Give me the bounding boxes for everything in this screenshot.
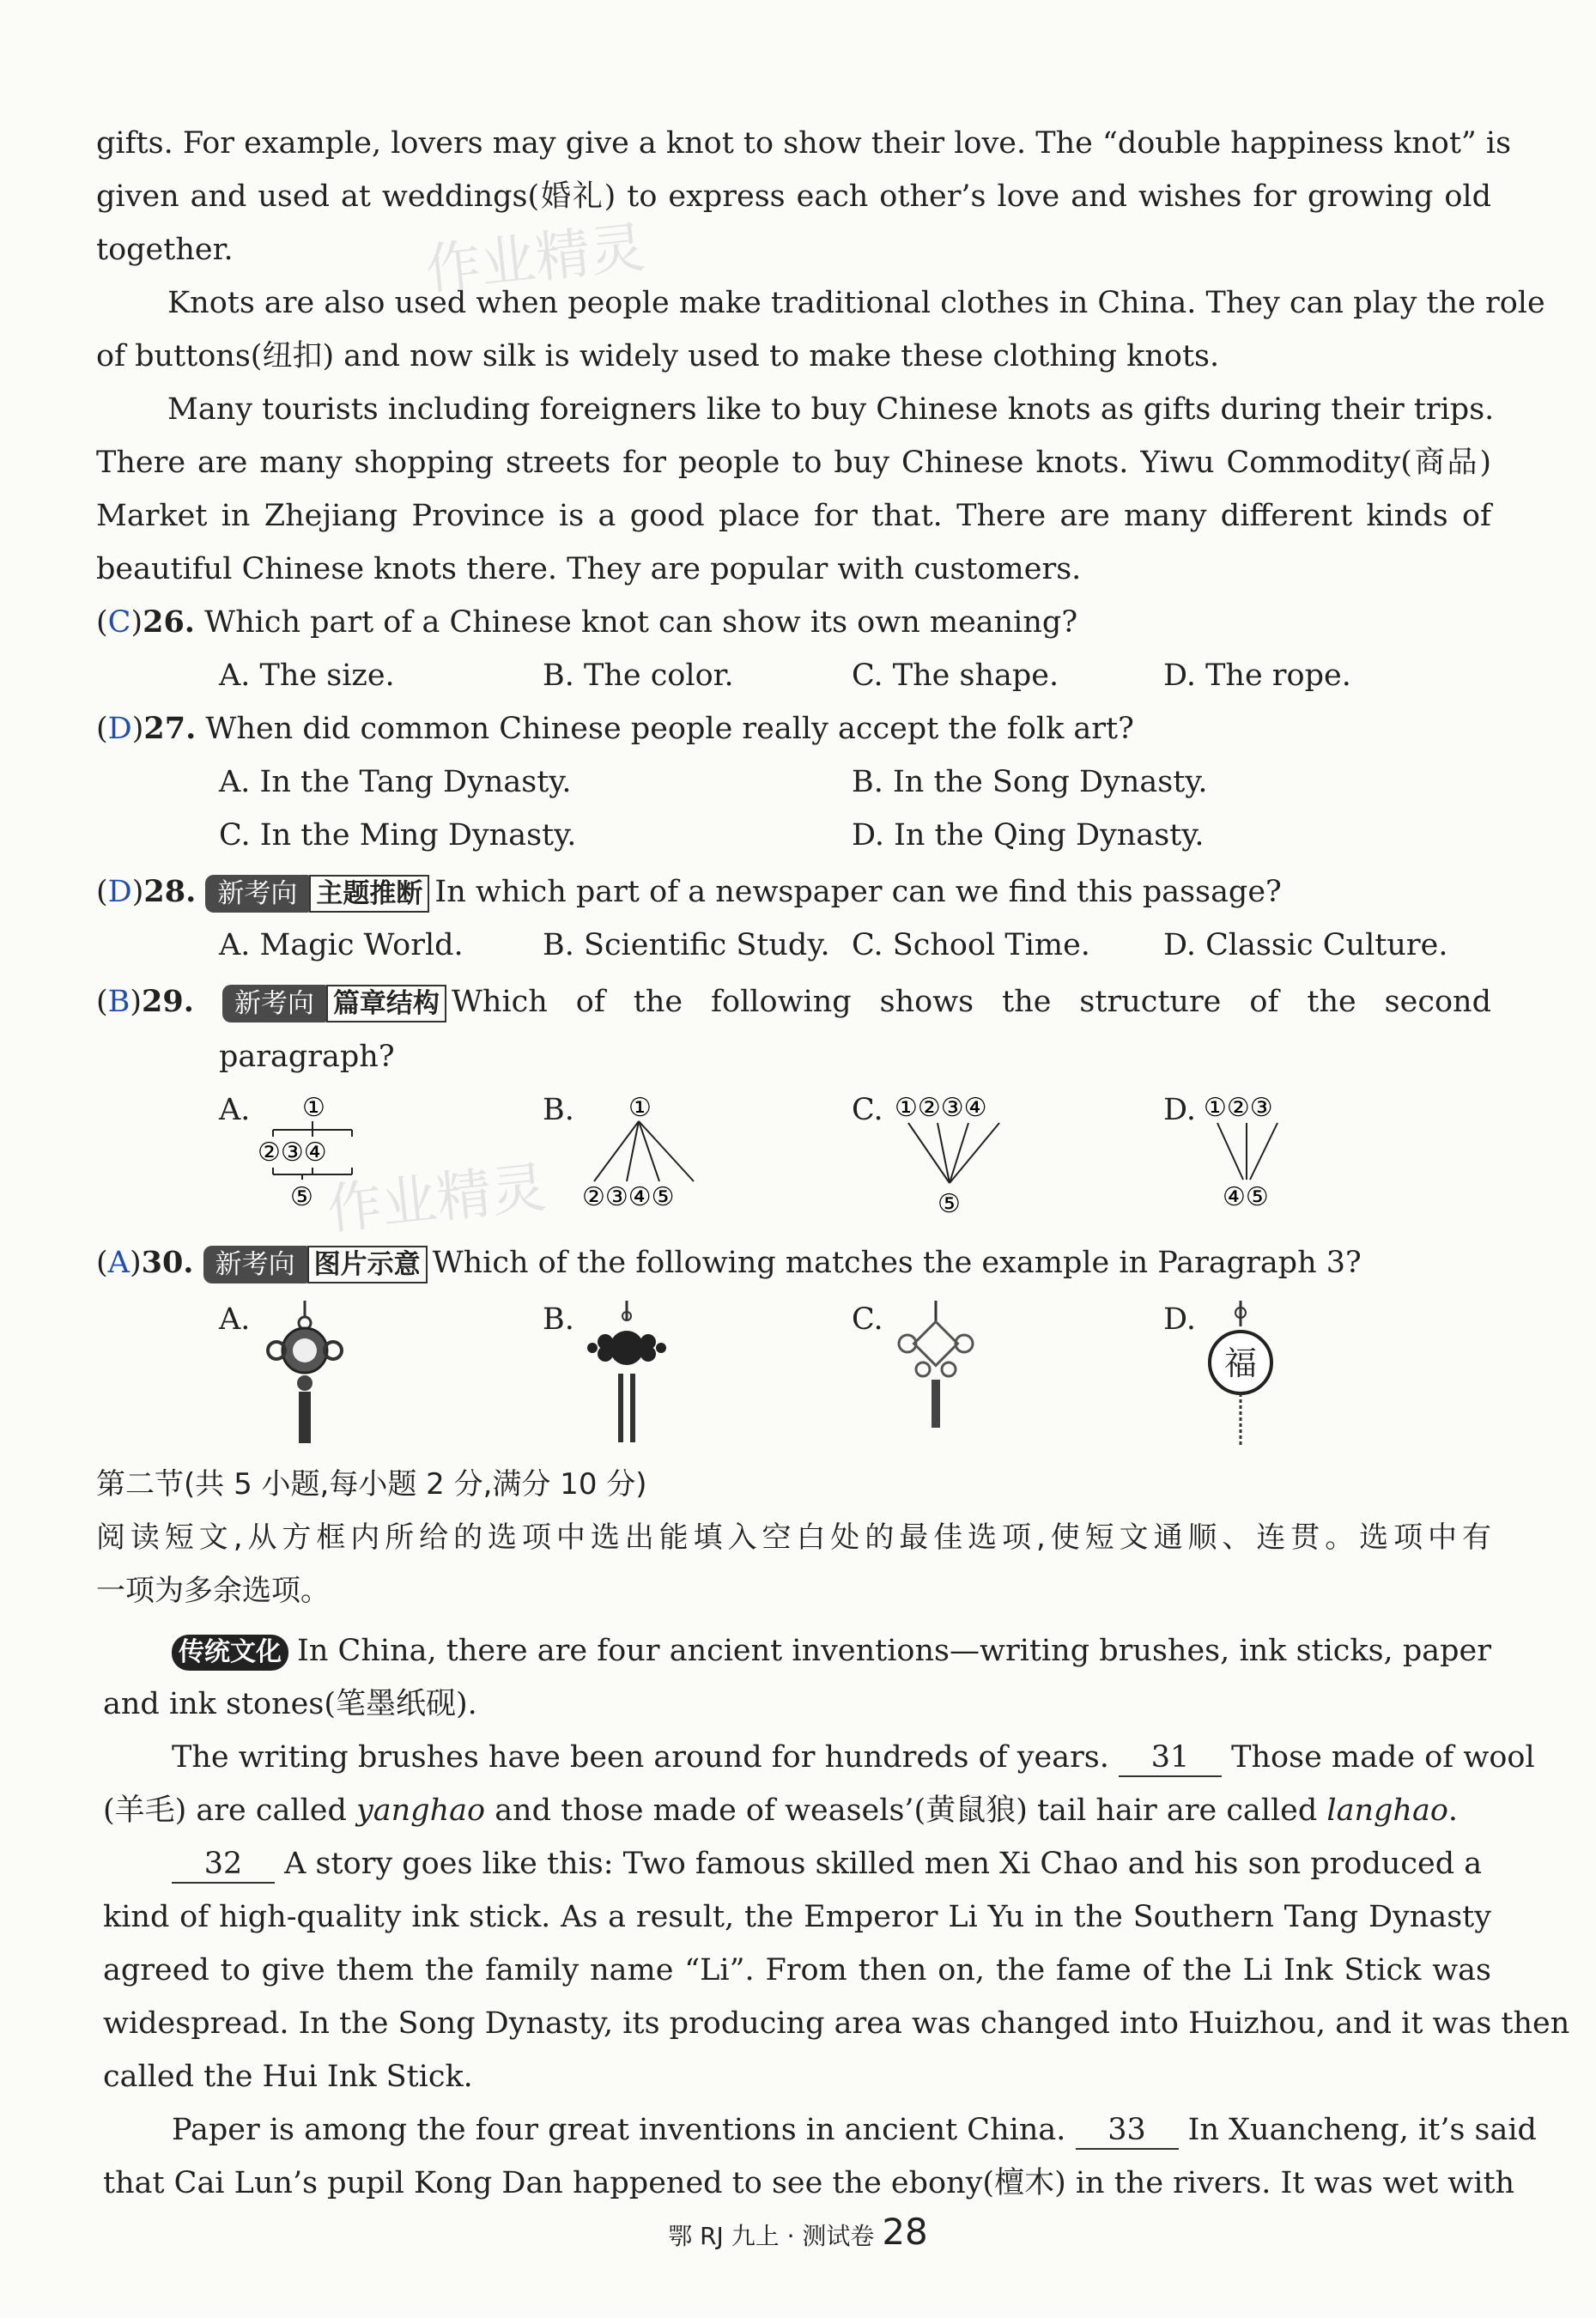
passage-line: agreed to give them the family name “Li”. From then on, the fame of the Li Ink Stick was: [103, 1953, 1491, 1987]
knot-picture-a: [258, 1301, 352, 1451]
passage-text: (羊毛) are called: [103, 1793, 356, 1828]
passage-text: In Xuancheng, it’s said: [1187, 2113, 1537, 2147]
question-number: 27.: [143, 711, 197, 746]
question-text-cont: paragraph?: [219, 1040, 395, 1074]
passage-text: In China, there are four ancient inventions—writing brushes, ink sticks, paper: [297, 1634, 1491, 1668]
passage-text: and those made of weasels’(黄鼠狼) tail hair are called: [485, 1793, 1327, 1828]
option-b: B. The color.: [543, 658, 734, 693]
passage-text: Paper is among the four great inventions in ancient China.: [172, 2113, 1066, 2147]
structure-diagram-c: [884, 1090, 1056, 1228]
passage-line: gifts. For example, lovers may give a knot to show their love. The “double happiness knot” is: [96, 126, 1512, 161]
question-26: (C)26. Which part of a Chinese knot can show its own meaning?: [96, 604, 1078, 640]
passage-line: beautiful Chinese knots there. They are popular with customers.: [96, 552, 1082, 586]
passage-text: .: [1447, 1793, 1459, 1828]
answer-28: D: [107, 875, 132, 909]
passage-line: [103, 1784, 1498, 1837]
knot-picture-c: [889, 1301, 983, 1451]
question-text: In which part of a newspaper can we find this passage?: [434, 875, 1282, 909]
structure-diagram-d: [1193, 1090, 1339, 1219]
option-b: B. In the Song Dynasty.: [852, 765, 1208, 799]
passage-line: [172, 1837, 1491, 1890]
question-30: (A)30. 新考向 图片示意 Which of the following matches the example in Paragraph 3?: [96, 1236, 1491, 1289]
passage-line: that Cai Lun’s pupil Kong Dan happened to see the ebony(檀木) in the rivers. It was wet with: [103, 2166, 1515, 2200]
passage-line: [172, 2103, 1537, 2157]
passage-text: langhao: [1326, 1793, 1448, 1828]
passage-line: called the Hui Ink Stick.: [103, 2060, 473, 2094]
passage-line: of buttons(纽扣) and now silk is widely used to make these clothing knots.: [96, 339, 1220, 373]
passage-line: widespread. In the Song Dynasty, its producing area was changed into Huizhou, and it was then: [103, 2006, 1570, 2041]
node-label: ①: [302, 1093, 325, 1123]
blank-32[interactable]: 32: [172, 1846, 275, 1884]
culture-badge: 传统文化: [172, 1635, 288, 1671]
node-label: ⑤: [290, 1182, 313, 1212]
option-c: C. The shape.: [852, 658, 1059, 693]
answer-30: A: [107, 1246, 130, 1280]
question-27: (D)27. When did common Chinese people really accept the folk art?: [96, 711, 1134, 746]
question-text: Which of the following matches the example in Paragraph 3?: [432, 1246, 1362, 1280]
new-exam-tag: 新考向: [205, 875, 309, 913]
question-28: (D)28. 新考向 主题推断 In which part of a newspaper can we find this passage?: [96, 865, 1491, 919]
node-label: ②③④: [258, 1138, 327, 1168]
passage-text: Those made of wool: [1231, 1740, 1535, 1775]
option-d: D. The rope.: [1163, 658, 1351, 693]
option-c: C. In the Ming Dynasty.: [219, 818, 577, 853]
passage-text: yanghao: [355, 1793, 486, 1828]
passage-text: The writing brushes have been around for hundreds of years.: [172, 1740, 1109, 1775]
section-instruction: 一项为多余选项。: [96, 1574, 330, 1608]
option-b: B.: [543, 1302, 574, 1337]
node-label: ①: [628, 1093, 652, 1123]
node-label: ④⑤: [1223, 1182, 1269, 1212]
node-label: ①②③: [1204, 1093, 1273, 1123]
option-d: D. Classic Culture.: [1163, 928, 1448, 962]
knot-picture-b: [580, 1301, 674, 1451]
passage-line: [172, 1624, 1491, 1678]
option-d: D. In the Qing Dynasty.: [852, 818, 1205, 853]
passage-line: kind of high-quality ink stick. As a result, the Emperor Li Yu in the Southern Tang Dynasty: [103, 1900, 1491, 1934]
option-a: A. Magic World.: [219, 928, 464, 962]
passage-line: There are many shopping streets for people to buy Chinese knots. Yiwu Commodity(商品): [96, 446, 1491, 480]
passage-line: together.: [96, 233, 234, 267]
structure-diagram-a: [249, 1090, 386, 1219]
blank-31[interactable]: 31: [1119, 1739, 1222, 1777]
option-a: A. In the Tang Dynasty.: [219, 765, 572, 799]
option-b: B.: [543, 1093, 574, 1127]
new-exam-tag: 新考向: [203, 1246, 307, 1283]
option-a: A.: [219, 1302, 251, 1337]
blank-33[interactable]: 33: [1076, 2112, 1179, 2150]
node-label: ⑤: [938, 1189, 961, 1219]
answer-26: C: [107, 605, 131, 640]
question-number: 26.: [143, 604, 195, 640]
knot-character: 福: [1223, 1344, 1258, 1382]
option-d: D.: [1163, 1093, 1196, 1127]
passage-line: Many tourists including foreigners like to buy Chinese knots as gifts during their trips.: [167, 392, 1495, 427]
passage-line: [172, 1731, 1535, 1784]
option-b: B. Scientific Study.: [543, 928, 830, 962]
question-text: Which of the following shows the structure of the second: [451, 985, 1491, 1019]
question-number: 28.: [143, 874, 197, 909]
option-a: A. The size.: [219, 658, 395, 693]
section-title: 第二节(共 5 小题,每小题 2 分,满分 10 分): [96, 1467, 647, 1502]
option-c: C.: [852, 1093, 883, 1127]
node-label: ②③④⑤: [582, 1182, 675, 1212]
skill-tag: 篇章结构: [326, 985, 446, 1022]
passage-line: given and used at weddings(婚礼) to express each other’s love and wishes for growing old: [96, 179, 1491, 214]
section-instruction: 阅读短文,从方框内所给的选项中选出能填入空白处的最佳选项,使短文通顺、连贯。选项中有: [96, 1520, 1491, 1555]
question-number: 30.: [141, 1245, 194, 1280]
question-text: Which part of a Chinese knot can show its own meaning?: [204, 605, 1078, 640]
skill-tag: 图片示意: [307, 1246, 428, 1283]
answer-27: D: [107, 712, 132, 746]
watermark: 作业精灵: [422, 215, 648, 303]
knot-picture-d: [1193, 1301, 1288, 1451]
passage-line: Knots are also used when people make traditional clothes in China. They can play the role: [167, 286, 1545, 320]
structure-diagram-b: [575, 1090, 730, 1219]
page-footer: [0, 2211, 1596, 2253]
question-number: 29.: [142, 984, 194, 1019]
skill-tag: 主题推断: [309, 875, 429, 913]
page-number: 28: [882, 2211, 928, 2253]
passage-text: A story goes like this: Two famous skilled men Xi Chao and his son produced a: [284, 1847, 1483, 1881]
answer-29: B: [107, 985, 130, 1019]
node-label: ①②③④: [895, 1093, 987, 1123]
watermark: 作业精灵: [324, 1156, 549, 1243]
question-text: When did common Chinese people really accept the folk art?: [205, 712, 1134, 746]
question-29: (B)29. 新考向 篇章结构 Which of the following shows the structure of the second: [96, 975, 1491, 1029]
option-c: C.: [852, 1302, 883, 1337]
option-a: A.: [219, 1093, 251, 1127]
option-d: D.: [1163, 1302, 1196, 1337]
passage-line: Market in Zhejiang Province is a good place for that. There are many different kinds of: [96, 499, 1491, 533]
passage-line: and ink stones(笔墨纸砚).: [103, 1687, 477, 1721]
new-exam-tag: 新考向: [222, 985, 326, 1022]
option-c: C. School Time.: [852, 928, 1090, 962]
footer-label: 鄂 RJ 九上 · 测试卷: [668, 2222, 875, 2250]
